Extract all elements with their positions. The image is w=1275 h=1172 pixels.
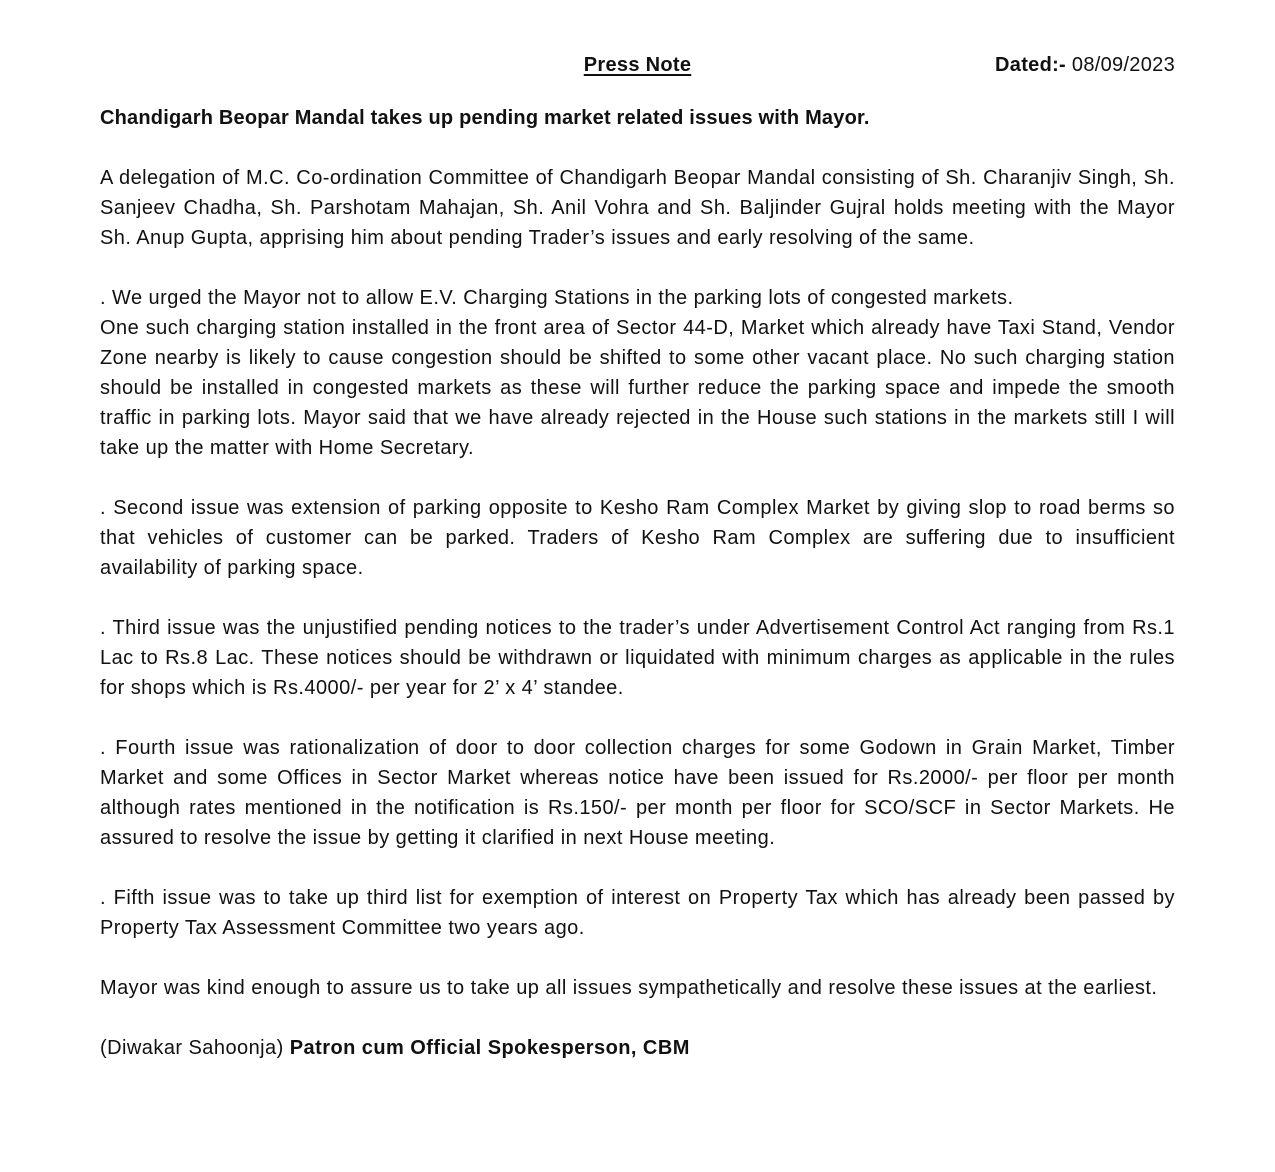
signature-line <box>100 1033 1175 1063</box>
document-title: Press Note <box>583 54 692 76</box>
issue-three-paragraph: . Third issue was the unjustified pending notices to the trader’s under Advertisement Control Act ranging from Rs.1 Lac to Rs.8 Lac. These notices should be withdrawn or liquidated with minimum charges as applicable in the rules for shops which is Rs.4000/- per year for 2’ x 4’ standee. <box>100 617 1175 699</box>
spacer <box>100 463 1175 493</box>
intro-paragraph: A delegation of M.C. Co-ordination Committee of Chandigarh Beopar Mandal consisting of Sh. Charanjiv Singh, Sh. Sanjeev Chadha, Sh. Parshotam Mahajan, Sh. Anil Vohra and Sh. Baljinder Gujral holds meeting with the Mayor Sh. Anup Gupta, apprising him about pending Trader’s issues and early resolving of the same. <box>100 167 1175 249</box>
spacer <box>100 853 1175 883</box>
spacer <box>100 703 1175 733</box>
spacer <box>100 253 1175 283</box>
signature-role: Patron cum Official Spokesperson, CBM <box>289 1037 690 1059</box>
spacer <box>100 583 1175 613</box>
spacer <box>100 943 1175 973</box>
spacer <box>100 1003 1175 1033</box>
headline: Chandigarh Beopar Mandal takes up pending market related issues with Mayor. <box>100 107 870 129</box>
spacer <box>100 133 1175 163</box>
dated-value: 08/09/2023 <box>1071 54 1175 76</box>
closing-paragraph: Mayor was kind enough to assure us to take up all issues sympathetically and resolve these issues at the earliest. <box>100 977 1158 999</box>
press-note-document <box>100 50 1175 1063</box>
issue-four-paragraph: . Fourth issue was rationalization of door to door collection charges for some Godown in Grain Market, Timber Market and some Offices in Sector Market whereas notice have been issued for Rs.2000/- per floor per month although rates mentioned in the notification is Rs.150/- per month per floor for SCO/SCF in Sector Markets. He assured to resolve the issue by getting it clarified in next House meeting. <box>100 737 1175 849</box>
date-line <box>995 54 1175 77</box>
issue-one-detail-paragraph: One such charging station installed in the front area of Sector 44-D, Market which already have Taxi Stand, Vendor Zone nearby is likely to cause congestion should be shifted to some other vacant place. No such charging station should be installed in congested markets as these will further reduce the parking space and impede the smooth traffic in parking lots. Mayor said that we have already rejected in the House such stations in the markets still I will take up the matter with Home Secretary. <box>100 317 1175 459</box>
dated-label: Dated:- <box>995 54 1067 76</box>
document-header <box>100 50 1175 82</box>
issue-two-paragraph: . Second issue was extension of parking opposite to Kesho Ram Complex Market by giving slop to road berms so that vehicles of customer can be parked. Traders of Kesho Ram Complex are suffering due to insufficient availability of parking space. <box>100 497 1175 579</box>
issue-one-paragraph: . We urged the Mayor not to allow E.V. Charging Stations in the parking lots of congested markets. <box>100 287 1014 309</box>
issue-five-paragraph: . Fifth issue was to take up third list for exemption of interest on Property Tax which has already been passed by Property Tax Assessment Committee two years ago. <box>100 887 1175 939</box>
signature-name: (Diwakar Sahoonja) <box>100 1037 284 1059</box>
